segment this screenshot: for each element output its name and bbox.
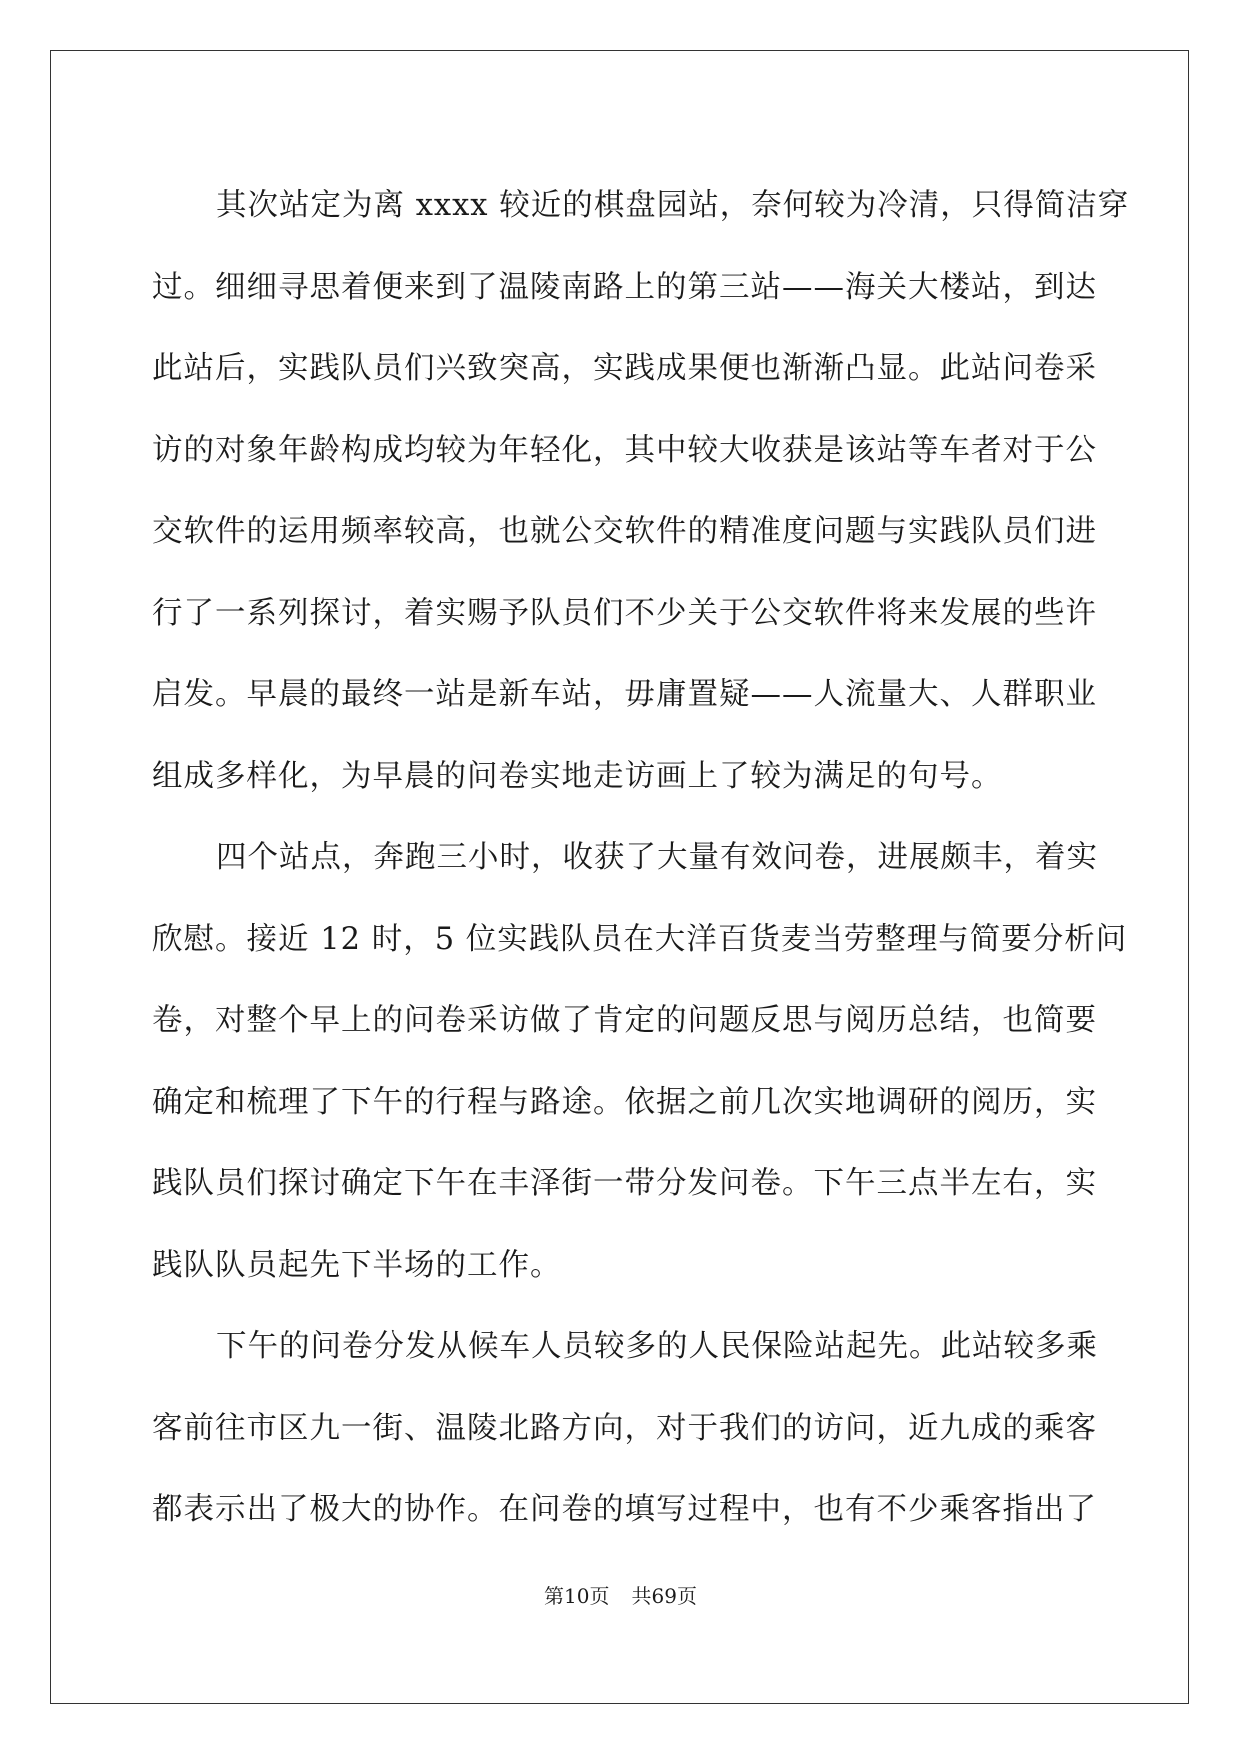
text-line: 都表示出了极大的协作。在问卷的填写过程中，也有不少乘客指出了	[152, 1492, 1097, 1527]
text-line: 践队员们探讨确定下午在丰泽街一带分发问卷。下午三点半左右，实	[152, 1166, 1097, 1201]
text-line: 四个站点，奔跑三小时，收获了大量有效问卷，进展颇丰，着实	[216, 840, 1098, 875]
text-line: 践队队员起先下半场的工作。	[152, 1247, 562, 1283]
text-line: 交软件的运用频率较高，也就公交软件的精准度问题与实践队员们进	[152, 514, 1097, 549]
text-line: 行了一系列探讨，着实赐予队员们不少关于公交软件将来发展的些许	[152, 595, 1097, 631]
page-number: 第10页	[544, 1584, 610, 1608]
text-line: 过。细细寻思着便来到了温陵南路上的第三站——海关大楼站，到达	[152, 269, 1097, 305]
text-line: 卷，对整个早上的问卷采访做了肯定的问题反思与阅历总结，也简要	[152, 1003, 1097, 1038]
text-line: 欣慰。接近 12 时，5 位实践队员在大洋百货麦当劳整理与简要分析问	[152, 921, 1128, 957]
paragraph-3	[152, 1306, 1098, 1551]
text-line: 客前往市区九一街、温陵北路方向，对于我们的访问，近九成的乘客	[152, 1410, 1097, 1446]
text-line: 其次站定为离 xxxx 较近的棋盘园站，奈何较为冷清，只得简洁穿	[216, 188, 1130, 223]
text-line: 下午的问卷分发从候车人员较多的人民保险站起先。此站较多乘	[216, 1329, 1098, 1364]
text-line: 访的对象年龄构成均较为年轻化，其中较大收获是该站等车者对于公	[152, 432, 1097, 468]
text-line: 确定和梳理了下午的行程与路途。依据之前几次实地调研的阅历，实	[152, 1084, 1097, 1120]
page-total: 共69页	[631, 1584, 697, 1608]
page-footer	[0, 1580, 1241, 1609]
document-body	[152, 165, 1130, 1551]
text-line: 启发。早晨的最终一站是新车站，毋庸置疑——人流量大、人群职业	[152, 677, 1097, 712]
text-line: 此站后，实践队员们兴致突高，实践成果便也渐渐凸显。此站问卷采	[152, 351, 1097, 386]
paragraph-2	[152, 817, 1128, 1306]
text-line: 组成多样化，为早晨的问卷实地走访画上了较为满足的句号。	[152, 758, 1003, 794]
paragraph-1	[152, 165, 1130, 817]
